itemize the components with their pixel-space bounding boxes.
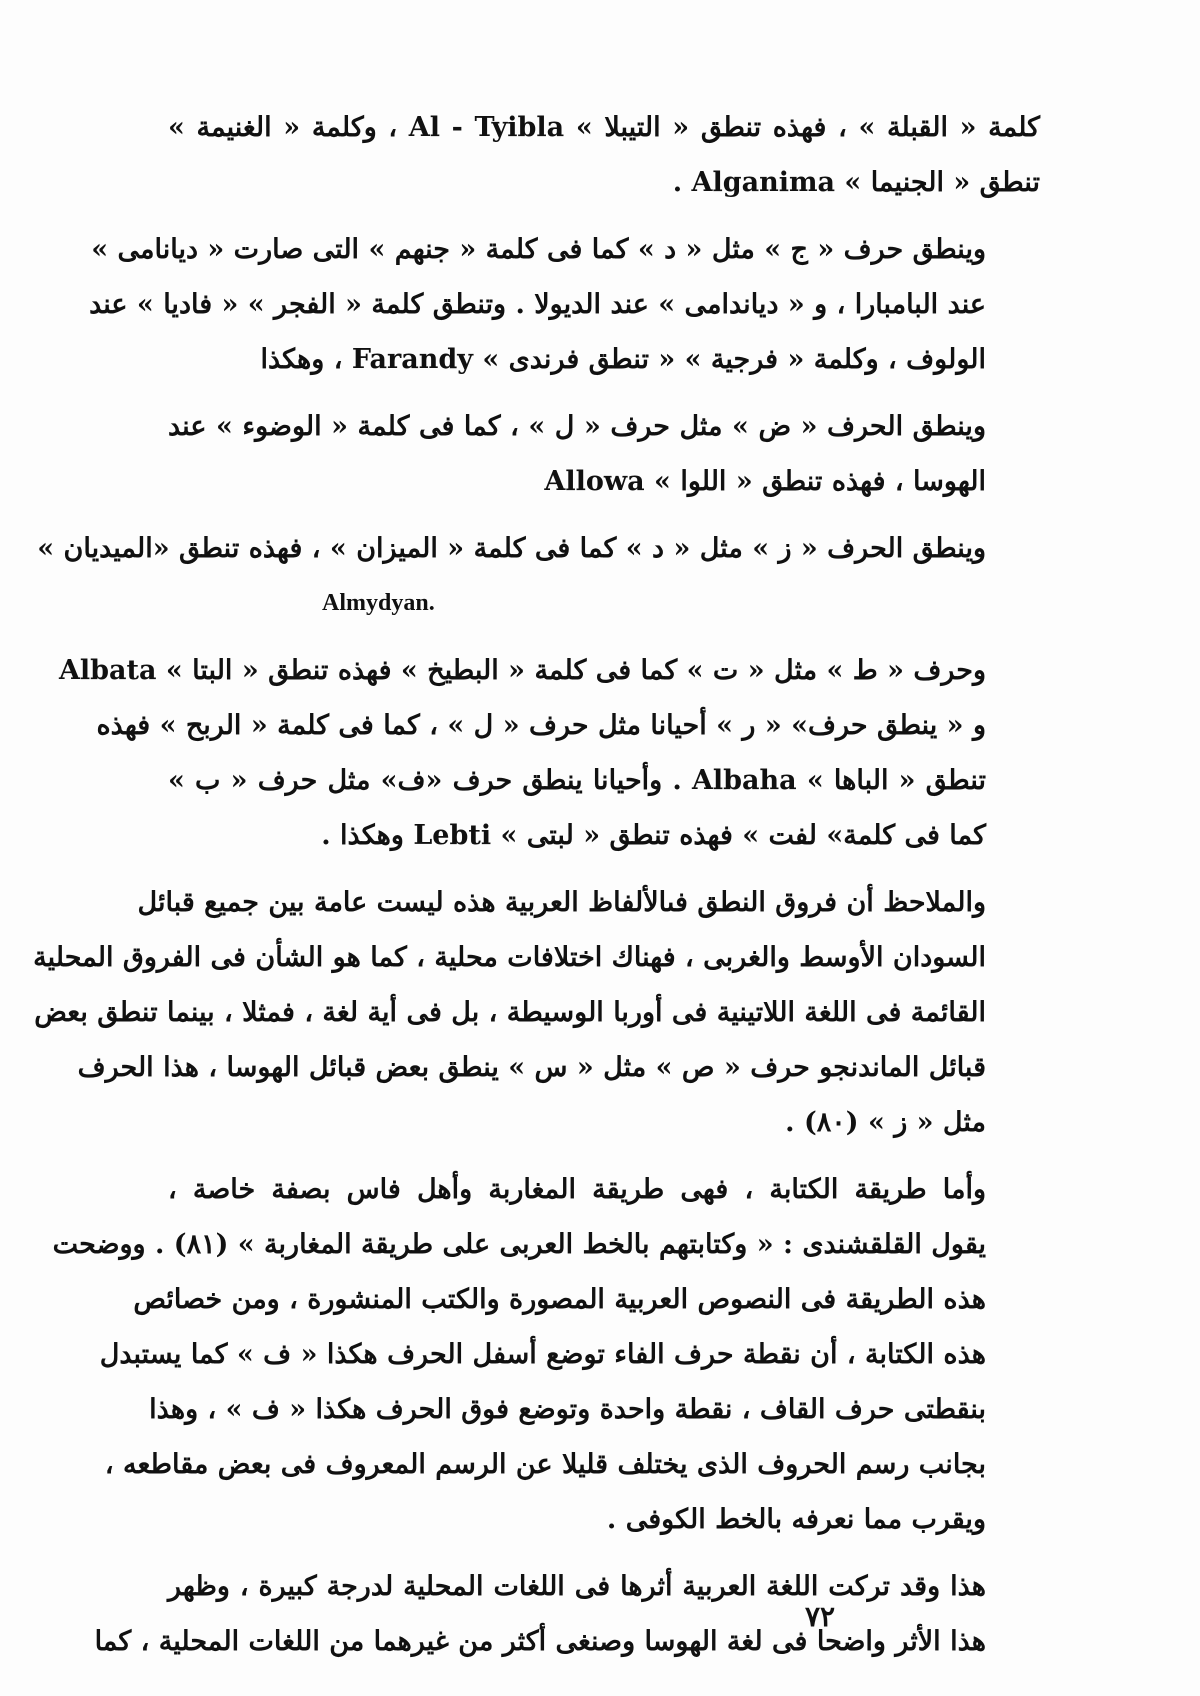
paragraph-8 bbox=[94, 1559, 1040, 1669]
body-text bbox=[33, 100, 1040, 1681]
text-line: كلمة « القبلة » ، فهذه تنطق « التيبلا » Al - Tyibla ، وكلمة « الغنيمة » bbox=[168, 112, 1040, 143]
text-line: عند البامبارا ، و « دياندامى » عند الديولا . وتنطق كلمة « الفجر » « فاديا » عند bbox=[89, 289, 986, 320]
paragraph-1 bbox=[168, 100, 1040, 210]
text-line: يقول القلقشندى : « وكتابتهم بالخط العربى على طريقة المغاربة » (٨١) . ووضحت bbox=[52, 1229, 986, 1260]
paragraph-6 bbox=[33, 875, 1040, 1150]
text-line: هذه الكتابة ، أن نقطة حرف الفاء توضع أسفل الحرف هكذا « ف » كما يستبدل bbox=[99, 1339, 986, 1370]
text-line: والملاحظ أن فروق النطق فىالألفاظ العربية هذه ليست عامة بين جميع قبائل bbox=[137, 887, 986, 918]
text-line: Almydyan. bbox=[322, 590, 435, 616]
text-line: بنقطتى حرف القاف ، نقطة واحدة وتوضع فوق الحرف هكذا « ف » ، وهذا bbox=[149, 1394, 986, 1425]
paragraph-3 bbox=[168, 399, 1040, 509]
text-line: وأما طريقة الكتابة ، فهى طريقة المغاربة وأهل فاس بصفة خاصة ، bbox=[168, 1174, 986, 1205]
text-line: كما فى كلمة» لفت » فهذه تنطق « لبتى » Lebti وهكذا . bbox=[321, 820, 986, 851]
text-line: القائمة فى اللغة اللاتينية فى أوربا الوسيطة ، بل فى أية لغة ، فمثلا ، بينما تنطق بعض bbox=[34, 997, 986, 1028]
text-line: وينطق الحرف « ز » مثل « د » كما فى كلمة « الميزان » ، فهذه تنطق «الميديان » bbox=[37, 533, 986, 564]
text-line: قبائل الماندنجو حرف « ص » مثل « س » ينطق بعض قبائل الهوسا ، هذا الحرف bbox=[77, 1052, 986, 1083]
text-line: و « ينطق حرف» « ر » أحيانا مثل حرف « ل » ، كما فى كلمة « الربح » فهذه bbox=[96, 710, 986, 741]
text-line: هذه الطريقة فى النصوص العربية المصورة والكتب المنشورة ، ومن خصائص bbox=[133, 1284, 986, 1315]
text-line: وينطق الحرف « ض » مثل حرف « ل » ، كما فى كلمة « الوضوء » عند bbox=[168, 411, 986, 442]
text-line: بجانب رسم الحروف الذى يختلف قليلا عن الرسم المعروف فى بعض مقاطعه ، bbox=[104, 1449, 986, 1480]
text-line: هذا الأثر واضحا فى لغة الهوسا وصنغى أكثر من غيرهما من اللغات المحلية ، كما bbox=[94, 1626, 986, 1657]
text-line: السودان الأوسط والغربى ، فهناك اختلافات محلية ، كما هو الشأن فى الفروق المحلية bbox=[33, 942, 986, 973]
paragraph-5 bbox=[58, 643, 1040, 863]
text-line: وحرف « ط » مثل « ت » كما فى كلمة « البطيخ » فهذه تنطق « البتا » Albata bbox=[58, 655, 986, 686]
page-number: ٧٢ bbox=[805, 1600, 836, 1633]
text-line: وينطق حرف « ج » مثل « د » كما فى كلمة « جنهم » التى صارت « ديانامى » bbox=[91, 234, 986, 265]
text-line: هذا وقد تركت اللغة العربية أثرها فى اللغات المحلية لدرجة كبيرة ، وظهر bbox=[168, 1571, 986, 1602]
text-line: الهوسا ، فهذه تنطق « اللوا » Allowa bbox=[544, 466, 986, 497]
text-line: ويقرب مما نعرفه بالخط الكوفى . bbox=[606, 1504, 986, 1535]
text-line: تنطق « الجنيما » Alganima . bbox=[672, 167, 1040, 198]
paragraph-4 bbox=[37, 521, 1040, 631]
text-line: مثل « ز » (٨٠) . bbox=[785, 1107, 986, 1138]
text-line: الولوف ، وكلمة « فرجية » « تنطق فرندى » Farandy ، وهكذا bbox=[260, 344, 986, 375]
paragraph-2 bbox=[89, 222, 1040, 387]
paragraph-7 bbox=[52, 1162, 1040, 1547]
text-line: تنطق « الباها » Albaha . وأحيانا ينطق حرف «ف» مثل حرف « ب » bbox=[168, 765, 986, 796]
